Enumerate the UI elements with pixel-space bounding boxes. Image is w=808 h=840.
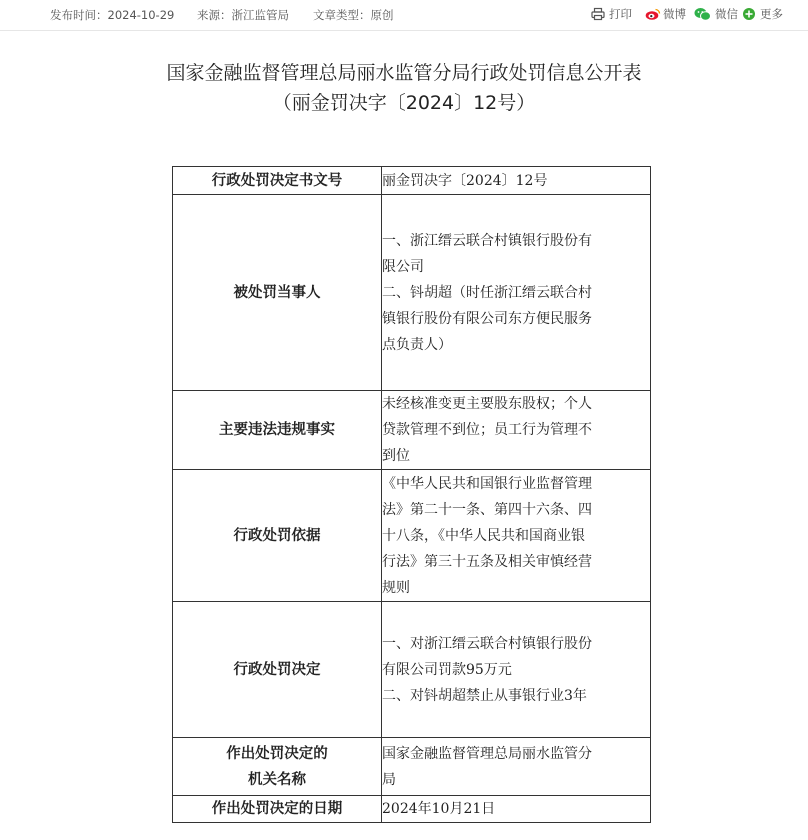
value-line: 法》第二十一条、第四十六条、四 [382, 501, 592, 518]
table-row-penalized-party [173, 195, 651, 391]
more-label: 更多 [760, 7, 783, 21]
value-line: 规则 [382, 579, 410, 596]
label-line: 主要违法违规事实 [219, 422, 335, 438]
value-line: 镇银行股份有限公司东方便民服务 [382, 310, 592, 327]
label-line: 行政处罚决定书文号 [211, 172, 343, 189]
value-line: 限公司 [382, 258, 424, 275]
penalized-party-value [382, 195, 651, 391]
decision-number-value [382, 167, 651, 195]
penalty-decision-label [173, 602, 382, 738]
value-line: 2024年10月21日 [382, 801, 496, 817]
source: 来源：浙江监管局 [197, 8, 289, 22]
penalty-basis-value [382, 470, 651, 602]
header-divider [0, 30, 808, 31]
weibo-share-button[interactable] [645, 6, 686, 22]
table-row-penalty-decision [173, 602, 651, 738]
weibo-label: 微博 [663, 7, 686, 21]
value-line: 有限公司罚款95万元 [382, 661, 512, 678]
decision-number-label [173, 167, 382, 195]
wechat-label: 微信 [715, 7, 738, 21]
article-type: 文章类型：原创 [313, 8, 394, 22]
page-title: 国家金融监督管理总局丽水监管分局行政处罚信息公开表 [166, 62, 642, 84]
publish-time: 发布时间：2024-10-29 [50, 8, 175, 22]
violation-facts-label [173, 391, 382, 470]
issuing-authority-value [382, 738, 651, 796]
table-row-decision-date [173, 796, 651, 823]
value-line: 未经核准变更主要股东股权；个人 [382, 396, 592, 412]
table-row-violation-facts [173, 391, 651, 470]
label-line: 机关名称 [248, 771, 306, 788]
more-share-button[interactable] [742, 6, 783, 22]
label-line: 作出处罚决定的日期 [211, 801, 343, 817]
violation-facts-value [382, 391, 651, 470]
printer-icon [591, 7, 605, 21]
value-line: 一、浙江缙云联合村镇银行股份有 [382, 232, 592, 249]
weibo-icon [645, 7, 659, 21]
value-line: 到位 [382, 448, 410, 464]
value-line: 二、对钭胡超禁止从事银行业3年 [382, 687, 587, 704]
decision-date-value [382, 796, 651, 823]
value-line: 局 [382, 771, 396, 788]
value-line: 二、钭胡超（时任浙江缙云联合村 [382, 284, 592, 301]
label-line: 行政处罚决定 [233, 661, 321, 678]
table-row-penalty-basis [173, 470, 651, 602]
value-line: 贷款管理不到位；员工行为管理不 [382, 422, 592, 438]
penalized-party-label [173, 195, 382, 391]
value-line: 点负责人） [382, 336, 452, 353]
table-row-decision-number [173, 167, 651, 195]
wechat-share-button[interactable] [694, 6, 738, 22]
plus-circle-icon [742, 7, 756, 21]
value-line: 行法》第三十五条及相关审慎经营 [382, 553, 592, 570]
page-subtitle: （丽金罚决字〔2024〕12号） [272, 92, 536, 114]
label-line: 行政处罚依据 [233, 527, 321, 544]
decision-date-label [173, 796, 382, 823]
print-label: 打印 [609, 7, 632, 21]
value-line: 国家金融监督管理总局丽水监管分 [382, 745, 592, 762]
issuing-authority-label [173, 738, 382, 796]
penalty-info-table [172, 166, 651, 823]
wechat-icon [694, 7, 711, 21]
label-line: 作出处罚决定的 [226, 745, 328, 762]
label-line: 被处罚当事人 [233, 284, 321, 301]
value-line: 十八条，《中华人民共和国商业银 [382, 527, 585, 544]
table-row-issuing-authority [173, 738, 651, 796]
value-line: 一、对浙江缙云联合村镇银行股份 [382, 635, 592, 652]
penalty-basis-label [173, 470, 382, 602]
value-line: 丽金罚决字〔2024〕12号 [382, 172, 548, 189]
penalty-decision-value [382, 602, 651, 738]
print-button[interactable] [591, 6, 632, 22]
value-line: 《中华人民共和国银行业监督管理 [382, 475, 592, 492]
article-meta-bar [0, 0, 808, 30]
